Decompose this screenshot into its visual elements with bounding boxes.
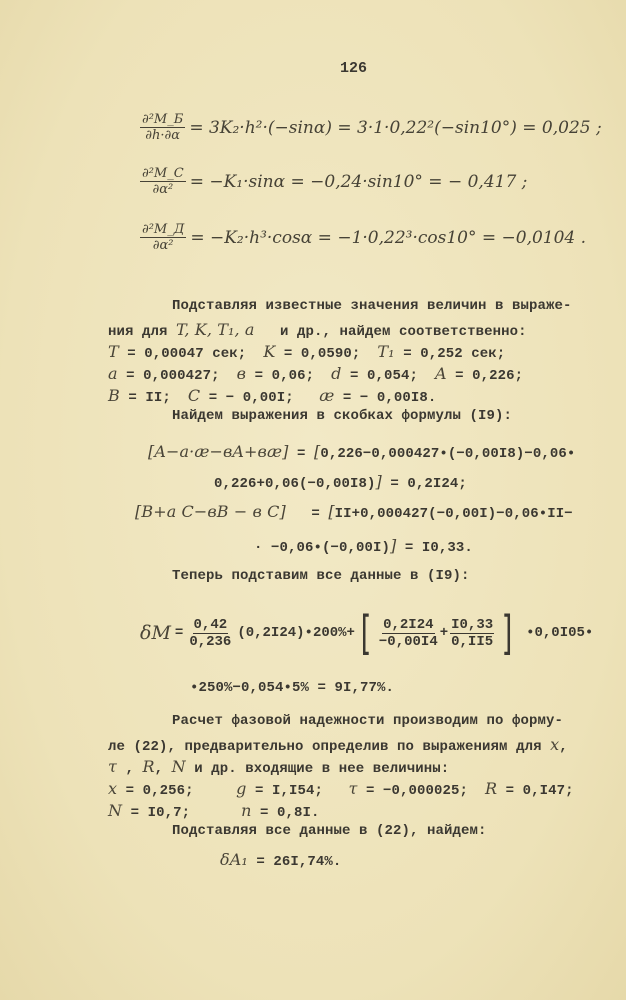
fraction-numerator: 0,2I24 bbox=[383, 616, 434, 633]
derivative-fraction bbox=[140, 112, 185, 143]
formula-lhs: δM bbox=[140, 622, 171, 644]
formula-2 bbox=[140, 166, 527, 197]
handwritten-symbol: A bbox=[434, 364, 447, 383]
handwritten-symbol: [ bbox=[328, 502, 335, 521]
typed-text: = 0,252 сек; bbox=[394, 346, 506, 362]
handwritten-symbol: в bbox=[236, 364, 247, 383]
text-line bbox=[172, 713, 563, 729]
typed-text: ле (22), предварительно определив по выражениям для bbox=[108, 739, 551, 755]
fraction-denominator: −0,00I4 bbox=[378, 633, 438, 650]
typed-text: = 0,000427; bbox=[117, 368, 237, 384]
handwritten-symbol: B bbox=[108, 386, 120, 405]
handwritten-symbol: T bbox=[108, 342, 119, 361]
typed-text: , bbox=[559, 739, 568, 755]
fraction-numerator: ∂²M_Д bbox=[142, 222, 185, 237]
fraction-numerator: 0,42 bbox=[193, 616, 228, 633]
handwritten-symbol: [A−a·æ−вA+вæ] bbox=[148, 442, 289, 461]
handwritten-symbol: [B+a C−вB − в C] bbox=[135, 502, 286, 521]
typed-text: Подставляя известные значения величин в выраже- bbox=[172, 298, 572, 314]
fraction-numerator: ∂²M_C bbox=[142, 166, 184, 181]
derivative-fraction bbox=[140, 166, 186, 197]
typed-text: = II; bbox=[119, 390, 188, 406]
fraction-denominator: ∂α² bbox=[152, 182, 174, 197]
handwritten-symbol: C bbox=[187, 386, 201, 405]
handwritten-symbol: d bbox=[331, 364, 342, 383]
fraction-numerator: I0,33 bbox=[451, 616, 494, 633]
handwritten-symbol: N bbox=[108, 801, 123, 820]
typed-text: = 0,06; bbox=[246, 368, 332, 384]
fraction bbox=[379, 617, 438, 650]
typed-text: Найдем выражения в скобках формулы (I9): bbox=[172, 408, 513, 424]
typed-text: Теперь подставим все данные в (I9): bbox=[172, 568, 470, 584]
formula-rhs: = −K₂·h³·cosα = −1·0,22³·cos10° = −0,0104 . bbox=[190, 227, 587, 248]
handwritten-symbol: τ bbox=[348, 779, 358, 798]
handwritten-symbol: [ bbox=[313, 442, 321, 461]
typed-text: = 0,00047 сек; bbox=[118, 346, 264, 362]
handwritten-symbol: K bbox=[263, 342, 276, 361]
handwritten-symbol: g bbox=[236, 779, 247, 798]
typed-text: ния для bbox=[108, 324, 177, 340]
handwritten-symbol: x bbox=[550, 735, 560, 754]
typed-text: = 0,2I24; bbox=[381, 476, 467, 492]
typed-text: , bbox=[154, 761, 172, 777]
text-line bbox=[172, 823, 487, 839]
text-line bbox=[108, 735, 568, 755]
fraction bbox=[450, 617, 494, 650]
text-line bbox=[108, 386, 436, 406]
typed-text: , bbox=[116, 761, 143, 777]
typed-text: = −0,000025; bbox=[357, 783, 486, 799]
handwritten-symbol: τ bbox=[108, 757, 117, 776]
fraction-denominator: 0,236 bbox=[189, 633, 232, 650]
left-bracket: [ bbox=[360, 606, 372, 660]
handwritten-symbol: R bbox=[142, 757, 155, 776]
formula-tail: •0,0I05• bbox=[526, 625, 594, 641]
equation-line bbox=[135, 502, 573, 522]
fraction bbox=[189, 617, 231, 650]
handwritten-symbol: ] bbox=[375, 472, 382, 491]
text-line bbox=[172, 298, 572, 314]
equation-line bbox=[190, 680, 394, 696]
fraction-denominator: ∂α² bbox=[152, 238, 174, 253]
typed-text: и др. входящие в нее величины: bbox=[185, 761, 450, 777]
formula-rhs: = 3K₂·h²·(−sinα) = 3·1·0,22²(−sin10°) = 0,025 ; bbox=[189, 117, 602, 138]
handwritten-symbol: T₁ bbox=[377, 342, 395, 361]
text-line bbox=[108, 801, 320, 821]
typed-text: = 0,226; bbox=[446, 368, 524, 384]
text-line bbox=[172, 408, 512, 424]
main-formula bbox=[140, 606, 594, 660]
formula-rhs: = −K₁·sinα = −0,24·sin10° = − 0,417 ; bbox=[189, 171, 528, 192]
text-line bbox=[172, 568, 470, 584]
typed-text: 0,226−0,000427•(−0,00I8)−0,06• bbox=[320, 446, 576, 462]
formula-1 bbox=[140, 112, 602, 143]
text-line bbox=[108, 320, 527, 340]
handwritten-symbol: δA₁ bbox=[220, 850, 248, 869]
right-bracket: ] bbox=[501, 606, 513, 660]
text-line bbox=[108, 779, 574, 799]
typed-text: · −0,06•(−0,00I) bbox=[254, 540, 391, 556]
typed-text: и др., найдем соответственно: bbox=[254, 324, 527, 340]
typed-text: 0,226+0,06(−0,00I8) bbox=[214, 476, 376, 492]
handwritten-symbol: R bbox=[485, 779, 498, 798]
typed-text: = I0,33. bbox=[396, 540, 473, 556]
handwritten-symbol: ] bbox=[390, 536, 397, 555]
handwritten-symbol: æ bbox=[319, 386, 335, 405]
handwritten-symbol: N bbox=[171, 757, 186, 776]
typed-text: = I,I54; bbox=[246, 783, 349, 799]
equals-sign: = bbox=[174, 625, 184, 641]
typed-text: = 0,0590; bbox=[275, 346, 378, 362]
equation-line bbox=[254, 536, 473, 556]
equation-line bbox=[148, 442, 575, 462]
typed-text: •250%−0,054•5% = 9I,77%. bbox=[190, 680, 395, 696]
typed-text: Подставляя все данные в (22), найдем: bbox=[172, 823, 487, 839]
derivative-fraction bbox=[140, 222, 186, 253]
handwritten-symbol: a bbox=[108, 364, 118, 383]
text-line bbox=[108, 364, 523, 384]
formula-middle: (0,2I24)•200%+ bbox=[237, 625, 355, 641]
typed-text: = 0,054; bbox=[341, 368, 435, 384]
text-line bbox=[108, 342, 505, 362]
handwritten-symbol: n bbox=[241, 801, 252, 820]
page-number: 126 bbox=[340, 60, 368, 77]
handwritten-symbol: T, K, T₁, a bbox=[176, 320, 255, 339]
typed-text: Расчет фазовой надежности производим по форму- bbox=[172, 713, 564, 729]
fraction-numerator: ∂²M_Б bbox=[142, 112, 184, 127]
typed-text: = bbox=[288, 446, 314, 462]
handwritten-symbol: x bbox=[108, 779, 118, 798]
typed-text: = 0,256; bbox=[117, 783, 237, 799]
typed-text: = I0,7; bbox=[122, 805, 242, 821]
text-line bbox=[108, 757, 449, 777]
fraction-denominator: ∂h·∂α bbox=[145, 128, 181, 143]
plus-sign: + bbox=[439, 625, 449, 641]
typed-text: = − 0,00I; bbox=[200, 390, 320, 406]
typed-text: = 26I,74%. bbox=[247, 854, 342, 870]
typed-text: = bbox=[285, 506, 329, 522]
typed-text: = 0,I47; bbox=[497, 783, 574, 799]
typed-text: II+0,000427(−0,00I)−0,06•II− bbox=[334, 506, 573, 522]
typed-text: = 0,8I. bbox=[251, 805, 320, 821]
result-line bbox=[220, 850, 341, 870]
formula-3 bbox=[140, 222, 586, 253]
typed-text: = − 0,00I8. bbox=[334, 390, 437, 406]
fraction-denominator: 0,II5 bbox=[451, 633, 494, 650]
equation-line bbox=[214, 472, 467, 492]
